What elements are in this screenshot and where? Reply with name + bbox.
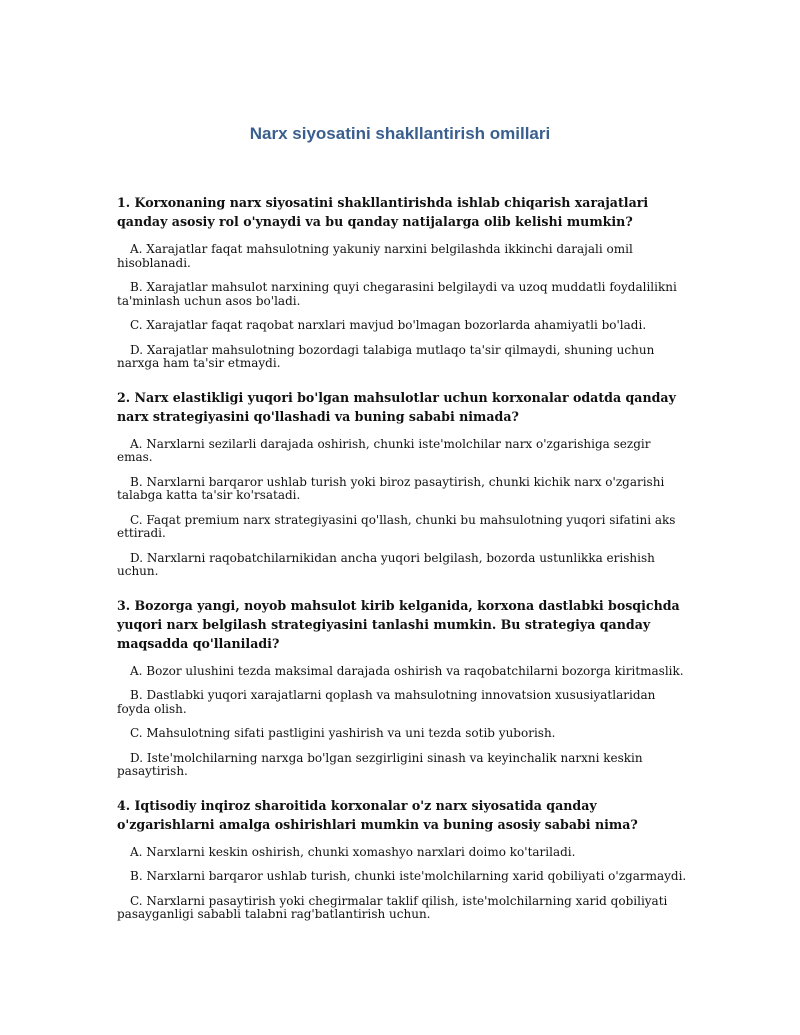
answer-option-c: C. Xarajatlar faqat raqobat narxlari mavjud bo'lmagan bozorlarda ahamiyatli bo'ladi. xyxy=(130,318,647,332)
answer-option-b: B. Narxlarni barqaror ushlab turish yoki biroz pasaytirish, chunki kichik narx o'zgarishi talabga katta ta'sir ko'rsatadi. xyxy=(117,474,665,502)
question-4 xyxy=(117,796,687,922)
question-3 xyxy=(117,596,687,779)
question-text: 1. Korxonaning narx siyosatini shakllantirishda ishlab chiqarish xarajatlari qanday asosiy rol o'ynaydi va bu qanday natijalarga olib kelishi mumkin? xyxy=(117,195,649,229)
answer-option-c: C. Narxlarni pasaytirish yoki chegirmalar taklif qilish, iste'molchilarning xarid qobiliyati pasayganligi sababli talabni rag'batlantirish uchun. xyxy=(117,893,668,921)
answer-option-b: B. Xarajatlar mahsulot narxining quyi chegarasini belgilaydi va uzoq muddatli foydalilikni ta'minlash uchun asos bo'ladi. xyxy=(117,280,677,308)
question-list xyxy=(117,193,687,939)
answer-option-d: D. Iste'molchilarning narxga bo'lgan sezgirligini sinash va keyinchalik narxni keskin pasaytirish. xyxy=(117,750,643,778)
page-title: Narx siyosatini shakllantirish omillari xyxy=(249,124,551,143)
answer-option-c: C. Faqat premium narx strategiyasini qo'llash, chunki bu mahsulotning yuqori sifatini aks ettiradi. xyxy=(117,512,676,540)
answer-option-c: C. Mahsulotning sifati pastligini yashirish va uni tezda sotib yuborish. xyxy=(130,726,556,740)
question-text: 4. Iqtisodiy inqiroz sharoitida korxonalar o'z narx siyosatida qanday o'zgarishlarni amalga oshirishlari mumkin va buning asosiy sababi nima? xyxy=(117,797,638,832)
question-2 xyxy=(117,388,687,579)
question-text: 2. Narx elastikligi yuqori bo'lgan mahsulotlar uchun korxonalar odatda qanday narx strategiyasini qo'llashadi va buning sababi nimada? xyxy=(117,389,676,424)
answer-option-a: A. Narxlarni keskin oshirish, chunki xomashyo narxlari doimo ko'tariladi. xyxy=(130,844,576,859)
answer-option-a: A. Xarajatlar faqat mahsulotning yakuniy narxini belgilashda ikkinchi darajali omil hisoblanadi. xyxy=(117,242,633,270)
answer-option-d: D. Narxlarni raqobatchilarnikidan ancha yuqori belgilash, bozorda ustunlikka erishish uchun. xyxy=(117,550,655,578)
answer-option-b: B. Narxlarni barqaror ushlab turish, chunki iste'molchilarning xarid qobiliyati o'zgarmaydi. xyxy=(130,869,687,883)
answer-option-a: A. Bozor ulushini tezda maksimal darajada oshirish va raqobatchilarni bozorga kiritmaslik. xyxy=(130,663,684,678)
answer-option-d: D. Xarajatlar mahsulotning bozordagi talabiga mutlaqo ta'sir qilmaydi, shuning uchun narxga ham ta'sir etmaydi. xyxy=(117,342,655,370)
answer-option-a: A. Narxlarni sezilarli darajada oshirish, chunki iste'molchilar narx o'zgarishiga sezgir emas. xyxy=(117,436,651,464)
question-text: 3. Bozorga yangi, noyob mahsulot kirib kelganida, korxona dastlabki bosqichda yuqori narx belgilash strategiyasini tanlashi mumkin. Bu strategiya qanday maqsadda qo'llaniladi? xyxy=(117,597,680,651)
question-1 xyxy=(117,193,687,371)
answer-option-b: B. Dastlabki yuqori xarajatlarni qoplash va mahsulotning innovatsion xususiyatlaridan foyda olish. xyxy=(117,688,656,716)
